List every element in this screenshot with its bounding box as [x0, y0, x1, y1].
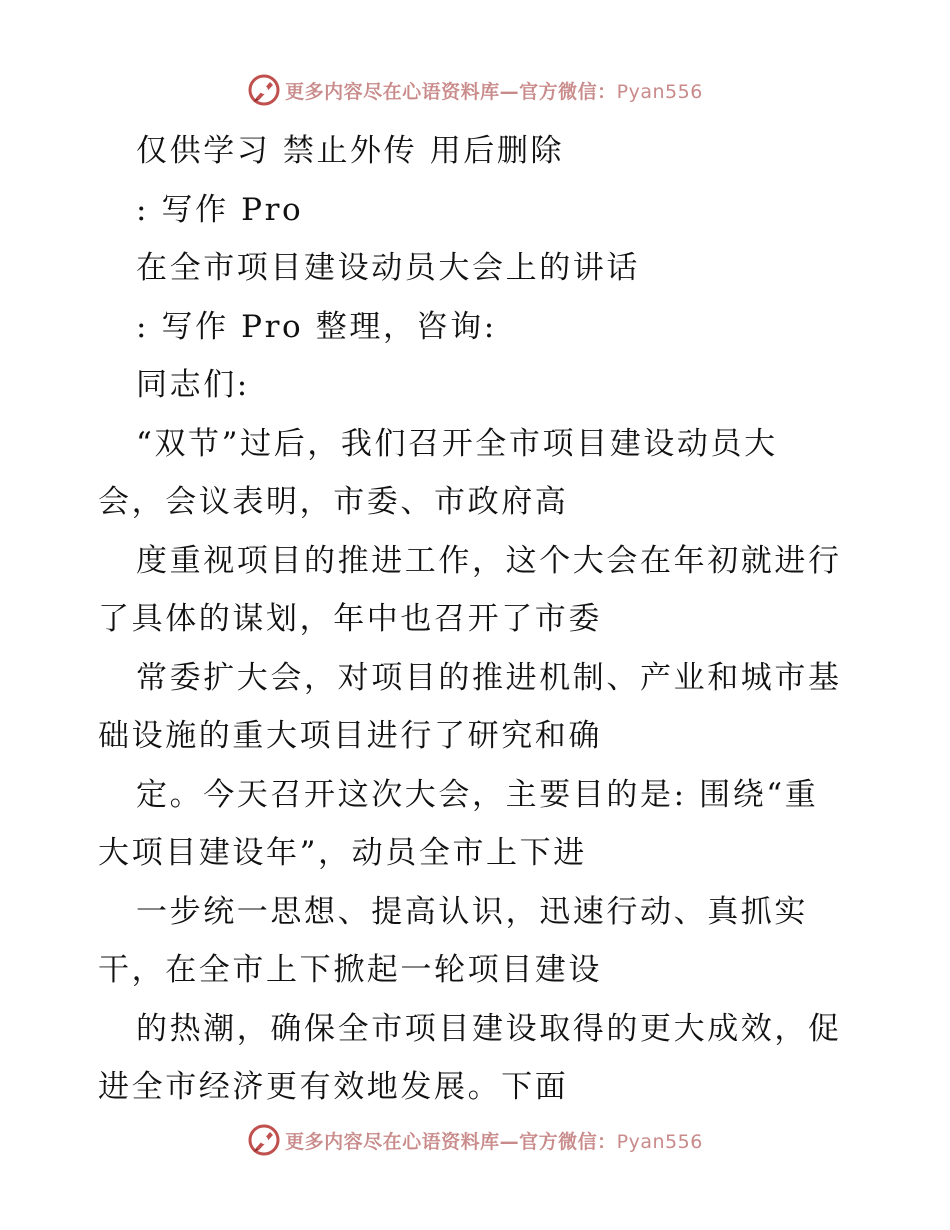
document-line: 的热潮，确保全市项目建设取得的更大成效，促: [136, 1010, 842, 1047]
quill-logo-icon: [247, 73, 281, 107]
document-salutation: 同志们:: [136, 367, 250, 403]
document-line: 一步统一思想、提高认识，迅速行动、真抓实: [136, 893, 808, 930]
watermark-text: 更多内容尽在心语资料库—官方微信：Pyan556: [285, 80, 703, 103]
watermark-text: 更多内容尽在心语资料库—官方微信：Pyan556: [285, 1130, 703, 1153]
document-line: 会，会议表明，市委、市政府高: [98, 484, 569, 520]
quill-logo-icon: [247, 1123, 281, 1157]
document-line: : 写作 Pro 整理，咨询:: [136, 308, 497, 345]
document-line: 大项目建设年”，动员全市上下进: [98, 835, 587, 871]
document-line: : 写作 Pro: [136, 191, 304, 228]
document-title: 在全市项目建设动员大会上的讲话: [136, 250, 640, 286]
document-body: [98, 122, 858, 1117]
document-line: 仅供学习 禁止外传 用后删除: [136, 133, 565, 169]
document-line: 进全市经济更有效地发展。下面: [98, 1069, 569, 1105]
document-line: “双节”过后，我们召开全市项目建设动员大: [136, 425, 778, 462]
document-line: 度重视项目的推进工作，这个大会在年初就进行: [136, 542, 842, 579]
document-line: 干，在全市上下掀起一轮项目建设: [98, 952, 602, 988]
document-line: 础设施的重大项目进行了研究和确: [98, 718, 602, 754]
watermark-header: [0, 70, 950, 110]
document-line: 常委扩大会，对项目的推进机制、产业和城市基: [136, 659, 842, 696]
document-line: 了具体的谋划，年中也召开了市委: [98, 601, 602, 637]
watermark-footer: [0, 1120, 950, 1160]
document-line: 定。今天召开这次大会，主要目的是: 围绕“重: [136, 776, 819, 813]
